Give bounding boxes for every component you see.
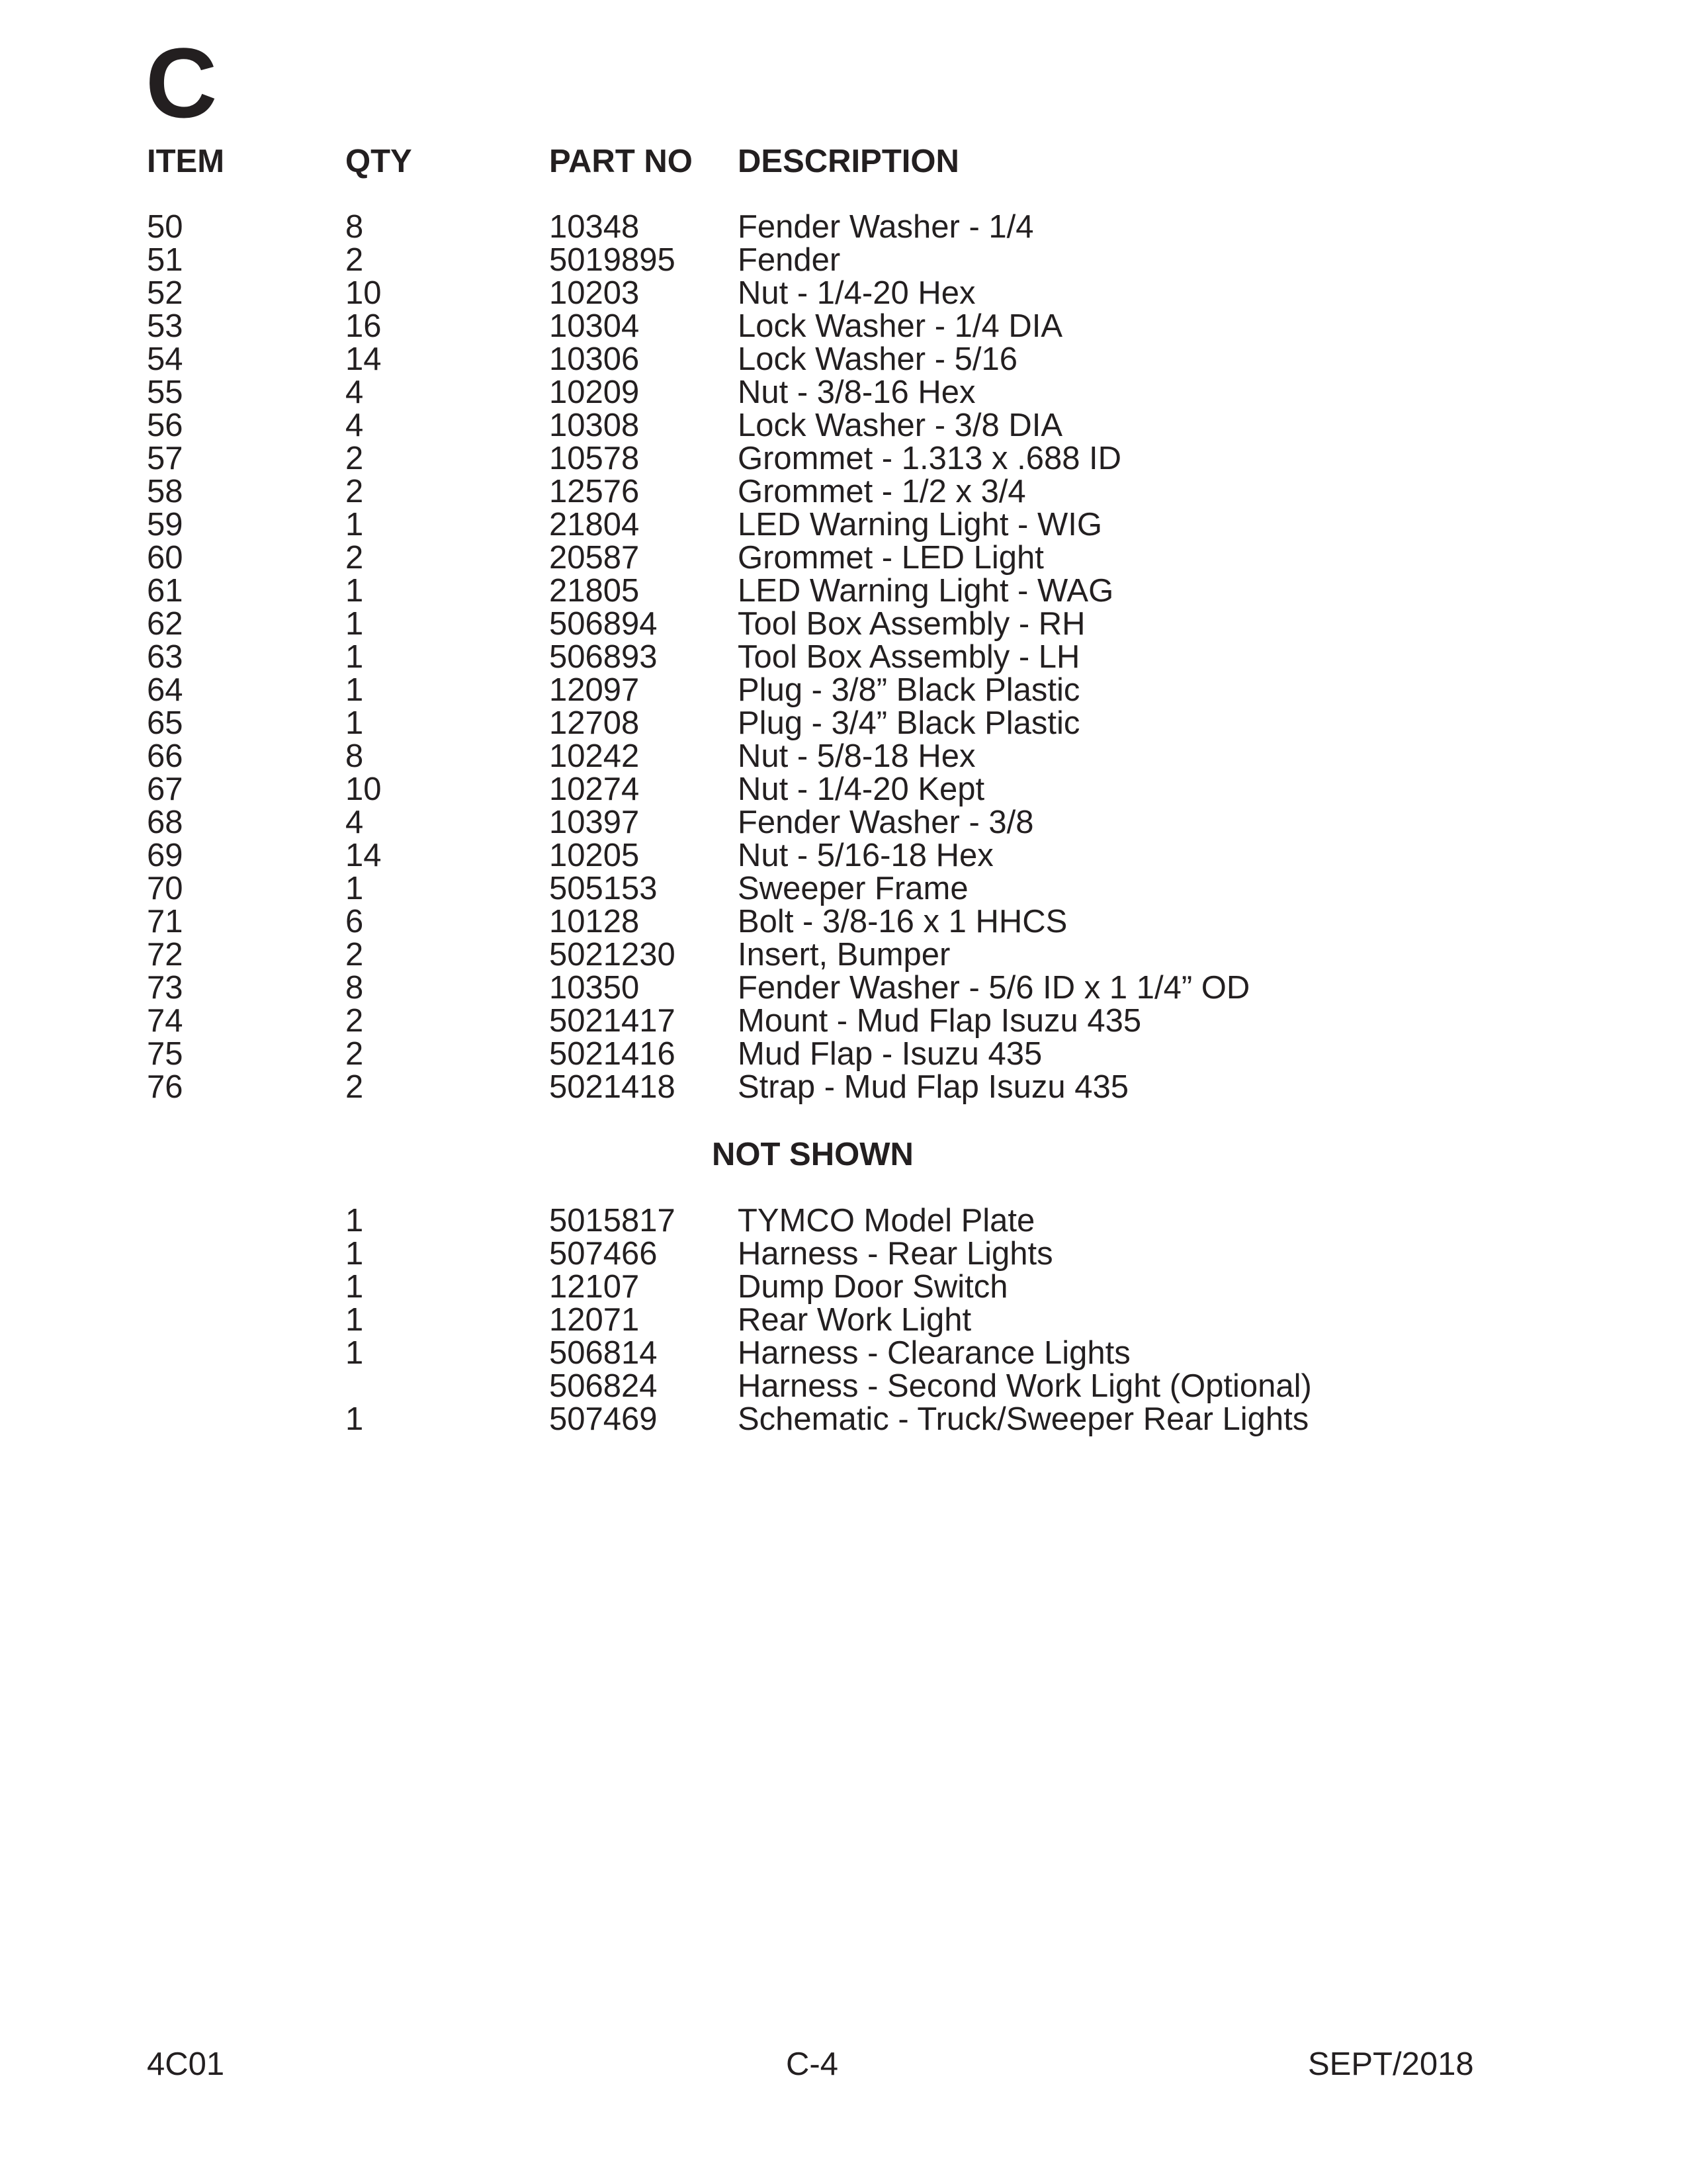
part-number: 507469 [549,1401,658,1437]
part-number: 21804 [549,507,640,543]
part-number: 506814 [549,1335,658,1371]
part-description: Fender Washer - 5/6 ID x 1 1/4” OD [738,970,1250,1006]
part-description: Tool Box Assembly - LH [738,639,1080,675]
part-number: 21805 [549,573,640,609]
footer-date: SEPT/2018 [1308,2046,1474,2082]
table-row [0,839,1687,872]
table-row [0,1237,1687,1270]
table-row [0,607,1687,640]
item-number: 51 [147,242,183,278]
part-description: LED Warning Light - WIG [738,507,1102,543]
table-row [0,872,1687,905]
part-description: TYMCO Model Plate [738,1203,1035,1239]
quantity: 1 [345,639,364,675]
part-description: Lock Washer - 1/4 DIA [738,308,1063,344]
part-number: 12071 [549,1302,640,1338]
part-number: 10348 [549,209,640,245]
part-description: Nut - 5/16-18 Hex [738,838,994,873]
part-description: Harness - Second Work Light (Optional) [738,1368,1312,1404]
part-number: 10203 [549,275,640,311]
part-number: 5015817 [549,1203,675,1239]
part-description: Nut - 1/4-20 Hex [738,275,976,311]
table-row [0,243,1687,277]
part-number: 5019895 [549,242,675,278]
column-header-description: DESCRIPTION [738,144,959,179]
part-number: 10350 [549,970,640,1006]
quantity: 1 [345,606,364,642]
part-number: 10397 [549,805,640,840]
quantity: 1 [345,1302,364,1338]
table-row [0,1004,1687,1037]
item-number: 70 [147,871,183,906]
item-number: 76 [147,1069,183,1105]
item-number: 56 [147,408,183,443]
part-number: 506894 [549,606,658,642]
quantity: 4 [345,805,364,840]
part-description: Harness - Clearance Lights [738,1335,1131,1371]
quantity: 2 [345,540,364,576]
table-row [0,1336,1687,1370]
part-number: 5021416 [549,1036,675,1072]
part-description: Mount - Mud Flap Isuzu 435 [738,1003,1142,1039]
item-number: 69 [147,838,183,873]
quantity: 2 [345,474,364,509]
part-description: Lock Washer - 5/16 [738,341,1018,377]
part-description: Mud Flap - Isuzu 435 [738,1036,1043,1072]
part-description: Grommet - 1.313 x .688 ID [738,441,1122,476]
part-description: Grommet - LED Light [738,540,1044,576]
footer-document-code: 4C01 [147,2046,225,2082]
footer-page-number: C-4 [786,2046,838,2082]
item-number: 73 [147,970,183,1006]
quantity: 1 [345,1203,364,1239]
part-number: 507466 [549,1236,658,1272]
quantity: 4 [345,408,364,443]
part-description: Strap - Mud Flap Isuzu 435 [738,1069,1129,1105]
part-number: 10578 [549,441,640,476]
part-description: Schematic - Truck/Sweeper Rear Lights [738,1401,1309,1437]
table-row [0,475,1687,508]
item-number: 68 [147,805,183,840]
item-number: 72 [147,937,183,973]
column-header-item: ITEM [147,144,225,179]
part-description: Nut - 3/8-16 Hex [738,374,976,410]
item-number: 64 [147,672,183,708]
quantity: 1 [345,1335,364,1371]
column-header-qty: QTY [345,144,412,179]
item-number: 52 [147,275,183,311]
quantity: 1 [345,507,364,543]
part-description: Insert, Bumper [738,937,951,973]
item-number: 65 [147,705,183,741]
table-row [0,343,1687,376]
quantity: 8 [345,970,364,1006]
table-row [0,1303,1687,1336]
item-number: 74 [147,1003,183,1039]
part-number: 5021230 [549,937,675,973]
part-number: 12097 [549,672,640,708]
quantity: 4 [345,374,364,410]
quantity: 1 [345,1269,364,1305]
part-number: 12107 [549,1269,640,1305]
table-row [0,971,1687,1004]
table-row [0,442,1687,475]
part-number: 5021418 [549,1069,675,1105]
quantity: 8 [345,209,364,245]
item-number: 66 [147,738,183,774]
quantity: 14 [345,341,382,377]
table-row [0,1070,1687,1104]
quantity: 10 [345,275,382,311]
item-number: 58 [147,474,183,509]
quantity: 10 [345,771,382,807]
part-description: Plug - 3/8” Black Plastic [738,672,1080,708]
part-description: Dump Door Switch [738,1269,1008,1305]
part-number: 506824 [549,1368,658,1404]
quantity: 16 [345,308,382,344]
part-number: 505153 [549,871,658,906]
item-number: 60 [147,540,183,576]
part-number: 12576 [549,474,640,509]
quantity: 1 [345,871,364,906]
part-number: 10306 [549,341,640,377]
part-number: 10209 [549,374,640,410]
part-description: Grommet - 1/2 x 3/4 [738,474,1026,509]
part-number: 5021417 [549,1003,675,1039]
table-row [0,905,1687,938]
part-number: 10274 [549,771,640,807]
part-description: Bolt - 3/8-16 x 1 HHCS [738,904,1068,939]
part-description: Nut - 5/8-18 Hex [738,738,976,774]
table-row [0,310,1687,343]
quantity: 2 [345,441,364,476]
table-row [0,541,1687,574]
quantity: 14 [345,838,382,873]
item-number: 50 [147,209,183,245]
item-number: 57 [147,441,183,476]
item-number: 62 [147,606,183,642]
column-header-part-no: PART NO [549,144,693,179]
part-description: Sweeper Frame [738,871,969,906]
table-row [0,574,1687,607]
quantity: 6 [345,904,364,939]
quantity: 8 [345,738,364,774]
part-description: Nut - 1/4-20 Kept [738,771,985,807]
table-row [0,376,1687,409]
table-row [0,1037,1687,1070]
part-number: 10308 [549,408,640,443]
table-row [0,1270,1687,1303]
item-number: 59 [147,507,183,543]
quantity: 2 [345,937,364,973]
part-number: 506893 [549,639,658,675]
part-number: 10304 [549,308,640,344]
part-number: 10205 [549,838,640,873]
part-description: Rear Work Light [738,1302,972,1338]
part-description: Fender Washer - 3/8 [738,805,1034,840]
table-row [0,1403,1687,1436]
table-row [0,277,1687,310]
item-number: 71 [147,904,183,939]
item-number: 55 [147,374,183,410]
table-row [0,938,1687,971]
item-number: 67 [147,771,183,807]
quantity: 2 [345,242,364,278]
part-description: Fender Washer - 1/4 [738,209,1034,245]
part-number: 20587 [549,540,640,576]
quantity: 1 [345,1401,364,1437]
quantity: 1 [345,705,364,741]
part-number: 10242 [549,738,640,774]
table-row [0,773,1687,806]
part-description: Tool Box Assembly - RH [738,606,1086,642]
table-row [0,508,1687,541]
item-number: 61 [147,573,183,609]
part-description: LED Warning Light - WAG [738,573,1114,609]
quantity: 2 [345,1003,364,1039]
table-row [0,674,1687,707]
table-row [0,640,1687,674]
table-row [0,707,1687,740]
quantity: 1 [345,573,364,609]
quantity: 2 [345,1069,364,1105]
table-row [0,409,1687,442]
table-row [0,210,1687,243]
table-row [0,1204,1687,1237]
part-description: Fender [738,242,841,278]
quantity: 2 [345,1036,364,1072]
section-letter: C [146,27,218,138]
part-description: Harness - Rear Lights [738,1236,1053,1272]
table-row [0,1370,1687,1403]
part-description: Plug - 3/4” Black Plastic [738,705,1080,741]
item-number: 53 [147,308,183,344]
table-row [0,806,1687,839]
quantity: 1 [345,672,364,708]
table-row [0,740,1687,773]
not-shown-heading: NOT SHOWN [712,1137,914,1172]
item-number: 54 [147,341,183,377]
part-number: 10128 [549,904,640,939]
part-number: 12708 [549,705,640,741]
quantity: 1 [345,1236,364,1272]
part-description: Lock Washer - 3/8 DIA [738,408,1063,443]
item-number: 75 [147,1036,183,1072]
item-number: 63 [147,639,183,675]
